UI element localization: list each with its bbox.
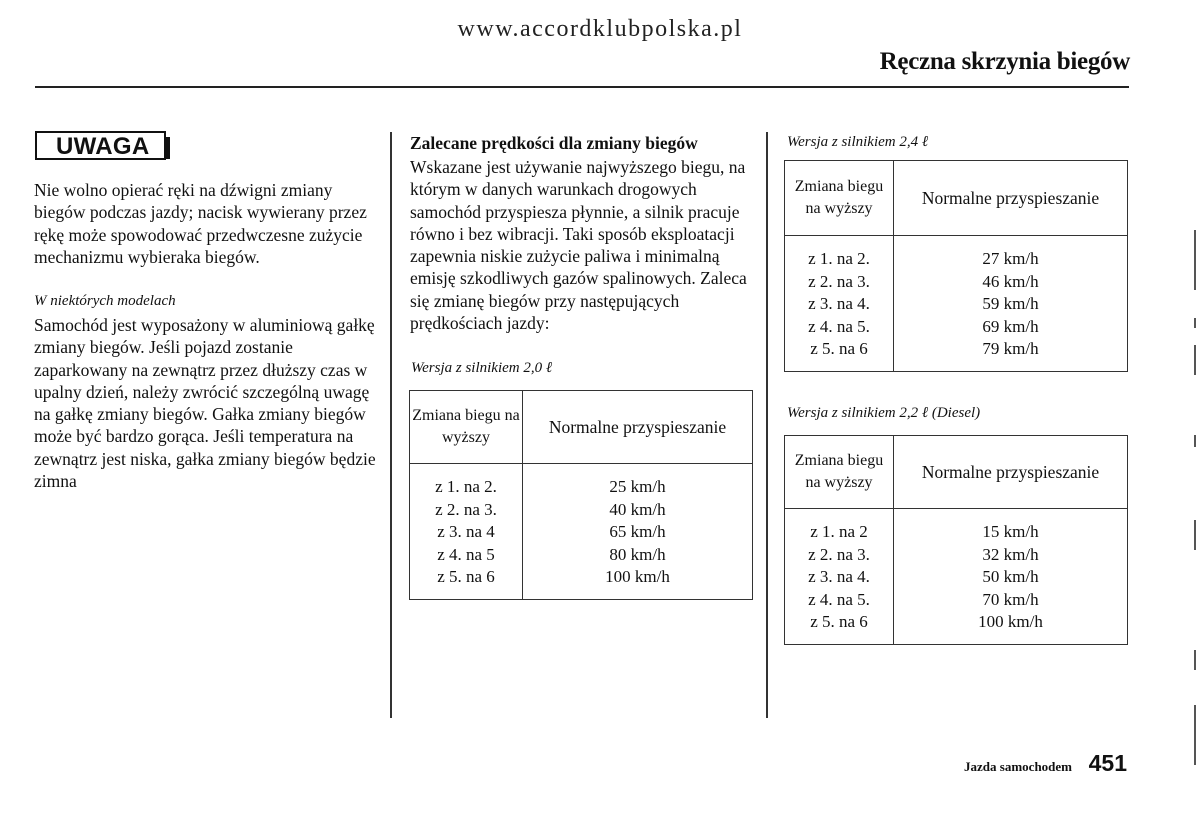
gear-cell: z 3. na 4.	[785, 566, 894, 589]
gear-cell: z 5. na 6	[785, 611, 894, 634]
table-row	[410, 566, 753, 589]
table-caption-2-4: Wersja z silnikiem 2,4 ℓ	[787, 134, 929, 150]
speed-cell: 80 km/h	[609, 544, 666, 564]
gear-cell: z 4. na 5	[410, 544, 523, 567]
table-header-accel: Normalne przyspieszanie	[523, 391, 753, 464]
gear-table-2-0	[409, 390, 753, 600]
footer-section-label: Jazda samochodem	[964, 759, 1072, 774]
scan-edge-mark	[1194, 230, 1196, 290]
speed-cell: 100 km/h	[978, 612, 1043, 631]
speed-cell: 65 km/h	[609, 522, 666, 541]
table-row	[785, 521, 1128, 544]
gear-cell: z 1. na 2.	[410, 476, 523, 499]
scan-edge-mark	[1194, 318, 1196, 328]
gear-cell: z 5. na 6	[785, 338, 894, 361]
speed-cell: 15 km/h	[982, 522, 1039, 541]
warning-box-tick	[166, 137, 170, 159]
speed-cell: 70 km/h	[982, 589, 1039, 609]
scan-edge-mark	[1194, 650, 1196, 670]
warning-label: UWAGA	[56, 133, 150, 160]
table-header-gear: Zmiana biegu na wyższy	[410, 391, 523, 464]
gear-cell: z 1. na 2	[785, 521, 894, 544]
gear-cell: z 3. na 4	[410, 521, 523, 544]
table-caption-2-2-diesel: Wersja z silnikiem 2,2 ℓ (Diesel)	[787, 405, 981, 421]
page-title: Ręczna skrzynia biegów	[879, 48, 1130, 75]
header-divider	[35, 86, 1129, 88]
gear-cell: z 4. na 5.	[785, 316, 894, 339]
gear-cell: z 2. na 3.	[785, 271, 894, 294]
recommend-text: Wskazane jest używanie najwyższego biegu, na którym w danych warunkach drogowych samochód przyspiesza płynnie, a silnik pracuje równo i bez wibracji. Taki sposób eksploatacji zapewnia niskie zużycie paliwa i minimalną emisję szkodliwych gazów spalinowych. Zaleca się zmianę biegów przy następujących prędkościach jazdy:	[410, 157, 747, 334]
gear-cell: z 2. na 3.	[410, 499, 523, 522]
speed-cell: 69 km/h	[982, 316, 1039, 336]
speed-cell: 25 km/h	[609, 477, 666, 496]
speed-cell: 59 km/h	[982, 294, 1039, 313]
table-header-accel: Normalne przyspieszanie	[894, 161, 1128, 236]
table-row	[410, 544, 753, 567]
site-url: www.accordklubpolska.pl	[457, 16, 743, 42]
column-divider-left	[390, 132, 392, 718]
table-row	[785, 338, 1128, 361]
speed-cell: 100 km/h	[605, 567, 670, 586]
table-header-gear: Zmiana biegu na wyższy	[785, 436, 894, 509]
scan-edge-mark	[1194, 435, 1196, 447]
gear-cell: z 1. na 2.	[785, 248, 894, 271]
table-row	[785, 316, 1128, 339]
speed-cell: 79 km/h	[982, 339, 1039, 358]
scan-edge-mark	[1194, 520, 1196, 550]
note-title: W niektórych modelach	[34, 293, 176, 309]
table-row	[785, 271, 1128, 294]
gear-cell: z 5. na 6	[410, 566, 523, 589]
table-row	[410, 521, 753, 544]
table-header-gear: Zmiana biegu na wyższy	[785, 161, 894, 236]
table-row	[410, 476, 753, 499]
table-row	[785, 293, 1128, 316]
table-row	[785, 248, 1128, 271]
page-number: 451	[1088, 750, 1127, 776]
scan-edge-mark	[1194, 345, 1196, 375]
column-divider-right	[766, 132, 768, 718]
gear-table-2-4	[784, 160, 1128, 372]
recommend-heading: Zalecane prędkości dla zmiany biegów	[410, 133, 698, 153]
table-caption-2-0: Wersja z silnikiem 2,0 ℓ	[411, 360, 553, 376]
warning-text: Nie wolno opierać ręki na dźwigni zmiany biegów podczas jazdy; nacisk wywierany przez rękę może spowodować przedwczesne zużycie mechanizmu wybieraka biegów.	[34, 180, 367, 267]
speed-cell: 50 km/h	[982, 567, 1039, 586]
speed-cell: 46 km/h	[982, 271, 1039, 291]
gear-table-2-2-diesel	[784, 435, 1128, 645]
speed-cell: 27 km/h	[982, 249, 1039, 268]
table-row	[785, 544, 1128, 567]
scan-edge-mark	[1194, 705, 1196, 765]
table-row	[785, 611, 1128, 634]
speed-cell: 40 km/h	[609, 499, 666, 519]
speed-cell: 32 km/h	[982, 544, 1039, 564]
table-row	[785, 589, 1128, 612]
gear-cell: z 4. na 5.	[785, 589, 894, 612]
table-row	[410, 499, 753, 522]
note-text: Samochód jest wyposażony w aluminiową gałkę zmiany biegów. Jeśli pojazd zostanie zaparkowany na zewnątrz przez dłuższy czas w upalny dzień, należy zwrócić szczególną uwagę na gałkę zmiany biegów. Gałka zmiany biegów może być bardzo gorąca. Jeśli temperatura na zewnątrz jest niska, gałka zmiany biegów będzie zimna	[34, 315, 376, 492]
gear-cell: z 3. na 4.	[785, 293, 894, 316]
gear-cell: z 2. na 3.	[785, 544, 894, 567]
table-row	[785, 566, 1128, 589]
table-header-accel: Normalne przyspieszanie	[894, 436, 1128, 509]
